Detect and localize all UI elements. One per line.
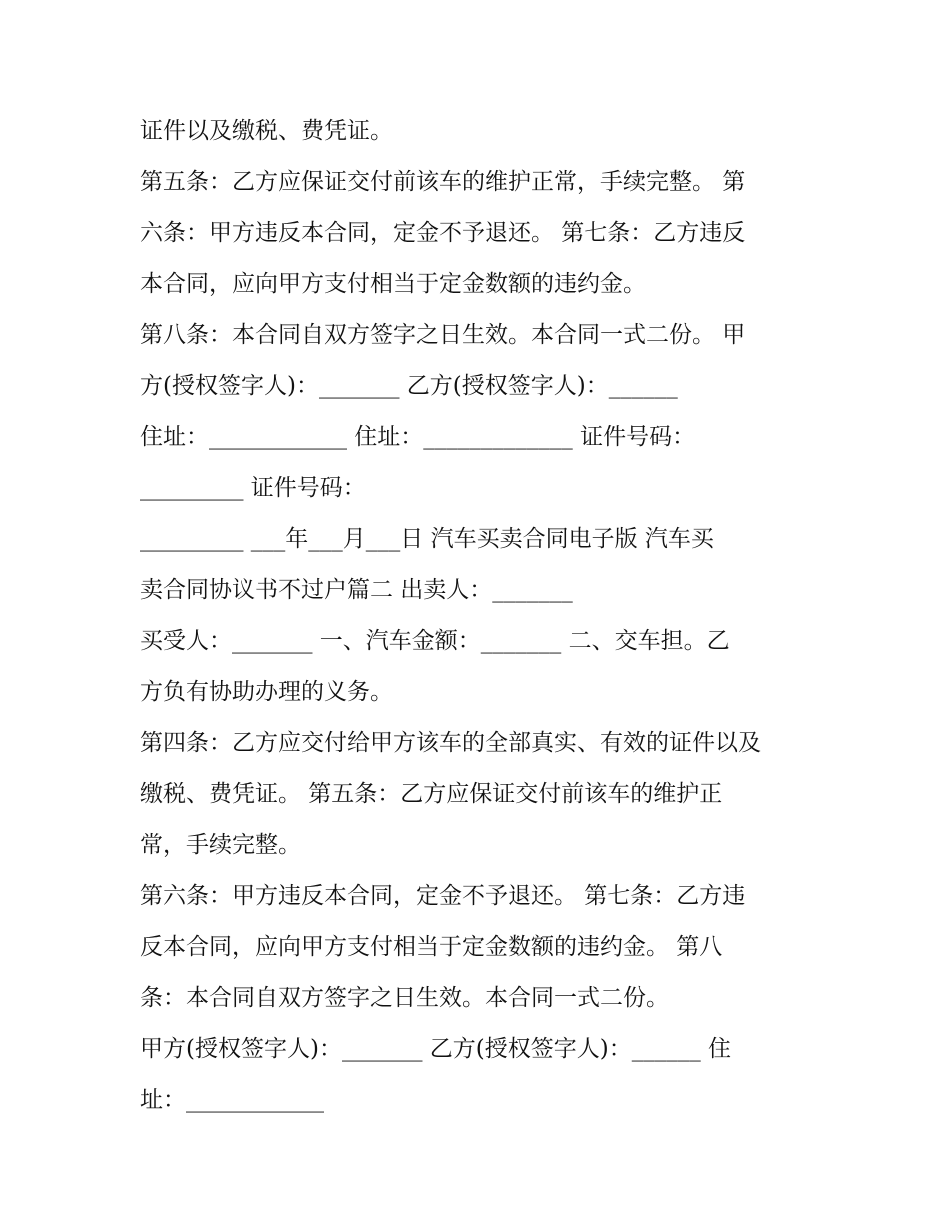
text-line-20: 址：____________ <box>140 1087 324 1113</box>
document-body <box>140 106 830 1126</box>
text-line-16: 第六条：甲方违反本合同，定金不予退还。 第七条：乙方违 <box>140 883 746 909</box>
text-line-12: 方负有协助办理的义务。 <box>140 679 393 705</box>
text-line-4: 本合同，应向甲方支付相当于定金数额的违约金。 <box>140 271 646 297</box>
text-line-14: 缴税、费凭证。 第五条：乙方应保证交付前该车的维护正 <box>140 781 723 807</box>
text-line-5: 第八条：本合同自双方签字之日生效。本合同一式二份。 甲 <box>140 322 746 348</box>
text-line-7: 住址：____________ 住址：_____________ 证件号码： <box>140 424 696 450</box>
text-line-17: 反本合同，应向甲方支付相当于定金数额的违约金。 第八 <box>140 934 723 960</box>
text-line-19: 甲方(授权签字人)：_______ 乙方(授权签字人)：______ 住 <box>140 1036 732 1062</box>
text-line-8: _________ 证件号码： <box>140 475 366 501</box>
text-line-13: 第四条：乙方应交付给甲方该车的全部真实、有效的证件以及 <box>140 730 761 756</box>
text-line-3: 六条：甲方违反本合同，定金不予退还。 第七条：乙方违反 <box>140 220 746 246</box>
text-line-18: 条：本合同自双方签字之日生效。本合同一式二份。 <box>140 985 669 1011</box>
text-line-11: 买受人：_______ 一、汽车金额：_______ 二、交车担。乙 <box>140 628 730 654</box>
text-line-2: 第五条：乙方应保证交付前该车的维护正常，手续完整。 第 <box>140 169 746 195</box>
text-line-10: 卖合同协议书不过户篇二 出卖人：_______ <box>140 577 573 603</box>
text-line-9: _________ ___年___月___日 汽车买卖合同电子版 汽车买 <box>140 526 714 552</box>
text-line-1: 证件以及缴税、费凭证。 <box>140 118 393 144</box>
text-line-6: 方(授权签字人)：_______ 乙方(授权签字人)：______ <box>140 373 678 399</box>
text-line-15: 常，手续完整。 <box>140 832 301 858</box>
